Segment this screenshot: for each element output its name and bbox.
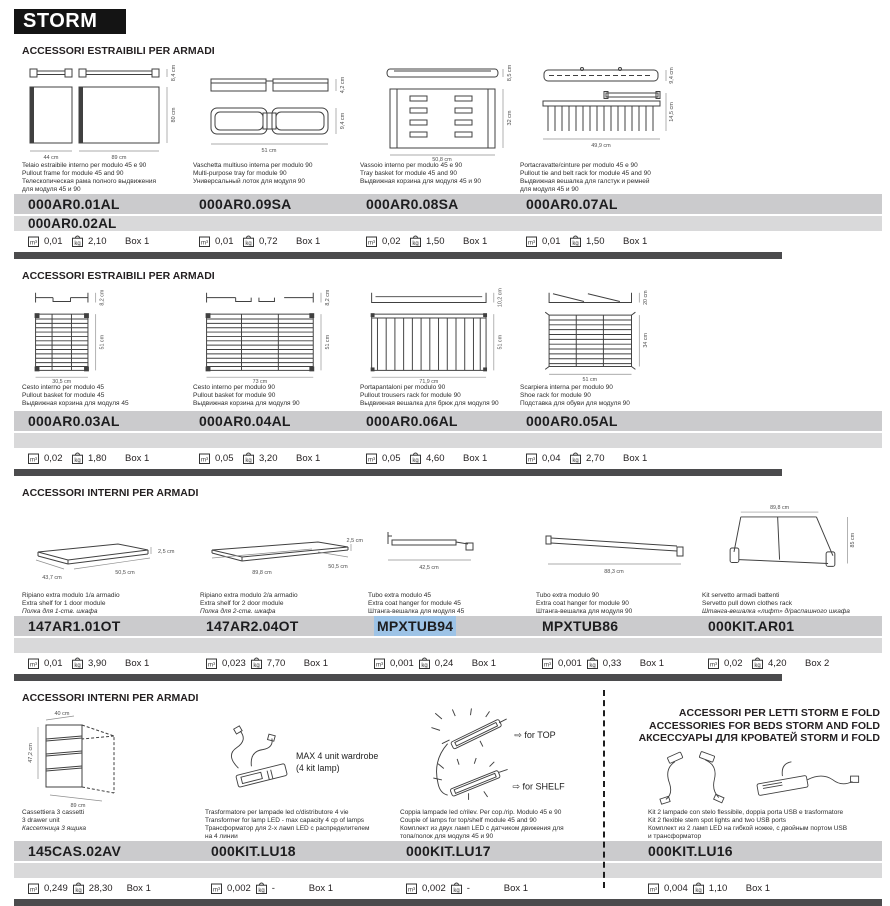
svg-text:8,5 cm: 8,5 cm xyxy=(507,64,513,82)
svg-text:m³: m³ xyxy=(30,240,37,246)
weight-icon xyxy=(243,452,254,464)
product-specs xyxy=(193,233,360,249)
weight-icon xyxy=(256,882,267,894)
volume-icon xyxy=(28,236,39,247)
product-card xyxy=(200,502,368,616)
volume-value: 0,02 xyxy=(382,235,401,247)
svg-text:kg: kg xyxy=(421,663,428,669)
volume-value: 0,004 xyxy=(664,882,688,894)
product-code: 000AR0.04AL xyxy=(199,413,291,429)
volume-value: 0,001 xyxy=(558,657,582,669)
product-description: Coppia lampade led c/rilev. Per cop./rip. Modulo 45 e 90 Couple of lamps for top/shelf module 45 and 90 Комплект из двух ламп LED с датчиком движения для топа/полок для модуля 45 и 90 xyxy=(400,809,564,840)
svg-text:80 cm: 80 cm xyxy=(171,107,177,123)
tie-belt-rack-drawing xyxy=(520,60,685,162)
svg-text:kg: kg xyxy=(258,888,265,894)
svg-text:m³: m³ xyxy=(650,887,657,893)
product-specs xyxy=(22,880,205,896)
product-card xyxy=(22,502,200,616)
product-description: Cesto interno per modulo 90 Pullout basket for module 90 Выдвижная корзина для модуля 90 xyxy=(193,384,300,407)
weight-value: 1,10 xyxy=(708,882,728,894)
section-title: ACCESSORI INTERNI PER ARMADI xyxy=(22,487,199,499)
product-card xyxy=(193,285,360,411)
volume-icon xyxy=(366,236,377,247)
svg-text:m³: m³ xyxy=(408,887,415,893)
svg-text:89 cm: 89 cm xyxy=(111,155,127,161)
product-description: Trasformatore per lampade led c/distributore 4 vie Transformer for lamp LED - max capacity 4 cp of lamps Трансформатор для 2-х ламп LED с распределителем на 4 линии xyxy=(205,809,370,840)
svg-text:4,2 cm: 4,2 cm xyxy=(340,76,346,94)
section-divider-bar xyxy=(14,469,782,476)
weight-value: 0,33 xyxy=(602,657,622,669)
box-count: Box 1 xyxy=(471,657,497,669)
svg-text:89 cm: 89 cm xyxy=(70,803,86,809)
volume-value: 0,05 xyxy=(215,452,234,464)
svg-text:kg: kg xyxy=(74,241,81,247)
volume-icon xyxy=(28,883,39,894)
volume-value: 0,01 xyxy=(542,235,561,247)
section-estraibili-1 xyxy=(0,45,890,259)
svg-text:kg: kg xyxy=(75,888,82,894)
svg-text:m³: m³ xyxy=(544,662,551,668)
svg-text:51 cm: 51 cm xyxy=(324,334,331,350)
volume-icon xyxy=(406,883,417,894)
technical-drawing xyxy=(520,285,890,384)
svg-text:kg: kg xyxy=(253,663,260,669)
svg-text:m³: m³ xyxy=(368,240,375,246)
product-code: 147AR1.01OT xyxy=(28,618,121,634)
weight-value: 7,70 xyxy=(266,657,286,669)
product-code: 000AR0.08SA xyxy=(366,196,459,212)
product-specs xyxy=(360,450,520,466)
code-band xyxy=(14,411,882,431)
product-description: Cassettiera 3 cassetti 3 drawer unit Кассетница 3 ящика xyxy=(22,809,87,832)
svg-text:47,2 cm: 47,2 cm xyxy=(28,743,34,763)
svg-text:73 cm: 73 cm xyxy=(252,378,268,384)
product-code: 000KIT.LU16 xyxy=(648,843,733,859)
weight-value: 2,10 xyxy=(88,235,107,247)
product-description: Kit servetto armadi battenti Servetto pull down clothes rack Штанга-вешалка «лифт» д/распашного шкафа xyxy=(702,592,850,615)
page-title: STORM xyxy=(14,9,126,34)
code-band-secondary xyxy=(14,638,882,653)
weight-icon xyxy=(73,882,84,894)
volume-value: 0,001 xyxy=(390,657,414,669)
volume-icon xyxy=(708,658,719,669)
section-title: ACCESSORI INTERNI PER ARMADI xyxy=(22,692,199,704)
product-description: Scarpiera interna per modulo 90 Shoe rack for module 90 Подставка для обуви для модуля 90 xyxy=(520,384,630,407)
weight-value: 1,50 xyxy=(586,235,605,247)
product-specs xyxy=(360,233,520,249)
product-card xyxy=(22,707,205,841)
svg-text:89,8 cm: 89,8 cm xyxy=(770,505,790,512)
technical-drawing xyxy=(520,60,890,162)
svg-text:8,4 cm: 8,4 cm xyxy=(171,64,177,82)
code-band-secondary xyxy=(14,863,882,878)
svg-text:85 cm: 85 cm xyxy=(850,532,857,548)
section-title: ACCESSORI ESTRAIBILI PER ARMADI xyxy=(22,45,215,57)
volume-value: 0,01 xyxy=(44,235,63,247)
product-card xyxy=(193,60,360,194)
usb-lamp-kit-drawing xyxy=(648,747,890,807)
svg-text:9,4 cm: 9,4 cm xyxy=(340,112,346,130)
page-bottom-bar xyxy=(14,899,882,906)
box-count: Box 1 xyxy=(623,235,648,247)
product-description: Ripiano extra modulo 1/a armadio Extra shelf for 1 door module Полка для 1-ств. шкафа xyxy=(22,592,120,615)
svg-text:kg: kg xyxy=(412,458,419,464)
product-code: 000AR0.01AL xyxy=(28,196,120,212)
svg-text:51 cm: 51 cm xyxy=(582,377,598,384)
box-count: Box 1 xyxy=(639,657,665,669)
product-code: 000AR0.03AL xyxy=(28,413,120,429)
volume-value: 0,04 xyxy=(542,452,561,464)
product-card xyxy=(22,285,193,411)
svg-text:30,5 cm: 30,5 cm xyxy=(52,378,72,384)
technical-drawing xyxy=(193,285,360,384)
svg-text:14,5 cm: 14,5 cm xyxy=(669,102,675,122)
weight-value: - xyxy=(466,882,470,894)
annotation-text: (4 kit lamp) xyxy=(296,763,340,773)
coat-hanger-45-drawing xyxy=(368,502,533,592)
svg-text:51 cm: 51 cm xyxy=(99,334,106,350)
volume-value: 0,002 xyxy=(422,882,446,894)
weight-value: 4,60 xyxy=(426,452,445,464)
box-count: Box 1 xyxy=(296,452,321,464)
product-card xyxy=(360,285,520,411)
product-code: 147AR2.04OT xyxy=(206,618,299,634)
svg-text:89,8 cm: 89,8 cm xyxy=(252,570,272,576)
volume-value: 0,01 xyxy=(44,657,63,669)
product-description: Portacravatte/cinture per modulo 45 e 90 Pullout tie and belt rack for module 45 and 90 Выдвижная вешалка для галстук и ремней для модуля 45 и 90 xyxy=(520,162,651,193)
product-specs xyxy=(205,880,400,896)
svg-text:m³: m³ xyxy=(30,887,37,893)
weight-value: 0,24 xyxy=(434,657,454,669)
svg-text:m³: m³ xyxy=(208,662,215,668)
technical-drawing xyxy=(360,285,520,384)
section-divider-bar xyxy=(14,674,782,681)
svg-text:71,9 cm: 71,9 cm xyxy=(419,378,439,384)
volume-icon xyxy=(648,883,659,894)
product-specs xyxy=(200,655,368,671)
extra-shelf-1-drawing xyxy=(22,502,187,592)
weight-icon xyxy=(570,235,581,247)
volume-value: 0,01 xyxy=(215,235,234,247)
technical-drawing xyxy=(702,502,890,592)
weight-value: 3,90 xyxy=(88,657,107,669)
weight-icon xyxy=(410,235,421,247)
product-card xyxy=(702,502,890,616)
volume-value: 0,249 xyxy=(44,882,68,894)
product-card xyxy=(360,60,520,194)
box-count: Box 1 xyxy=(125,235,150,247)
product-card xyxy=(22,60,193,194)
technical-drawing xyxy=(205,707,400,809)
volume-value: 0,002 xyxy=(227,882,251,894)
svg-text:51 cm: 51 cm xyxy=(497,334,504,350)
svg-text:kg: kg xyxy=(74,458,81,464)
product-card xyxy=(368,502,536,616)
weight-icon xyxy=(587,657,598,669)
svg-text:8,2 cm: 8,2 cm xyxy=(324,289,331,306)
svg-text:51 cm: 51 cm xyxy=(261,148,277,154)
multipurpose-tray-drawing xyxy=(193,60,358,162)
technical-drawing xyxy=(360,60,520,162)
product-code: MPXTUB86 xyxy=(542,618,619,634)
technical-drawing xyxy=(536,502,702,592)
technical-drawing xyxy=(22,60,193,162)
section-divider-dashed xyxy=(603,690,605,888)
coat-hanger-90-drawing xyxy=(536,502,701,592)
volume-icon xyxy=(206,658,217,669)
weight-icon xyxy=(72,452,83,464)
box-count: Box 1 xyxy=(296,235,321,247)
section-interni-2 xyxy=(0,692,890,906)
section-interni-1 xyxy=(0,487,890,681)
svg-text:m³: m³ xyxy=(201,240,208,246)
weight-icon xyxy=(451,882,462,894)
shoe-rack-drawing xyxy=(520,285,680,384)
product-description: Vaschetta multiuso interna per modulo 90 Multi-purpose tray for module 90 Универсальный лоток для модуля 90 xyxy=(193,162,313,185)
technical-drawing xyxy=(22,502,200,592)
technical-drawing xyxy=(22,707,205,809)
svg-text:m³: m³ xyxy=(368,457,375,463)
led-lamps-drawing xyxy=(400,707,600,809)
pullout-frame-drawing xyxy=(22,60,187,162)
volume-icon xyxy=(28,658,39,669)
weight-value: 2,70 xyxy=(586,452,605,464)
weight-icon xyxy=(72,235,83,247)
weight-icon xyxy=(251,657,262,669)
product-code: 000AR0.02AL xyxy=(28,216,117,231)
technical-drawing xyxy=(22,285,193,384)
product-specs xyxy=(702,655,890,671)
svg-text:kg: kg xyxy=(754,663,761,669)
box-count: Box 1 xyxy=(125,452,150,464)
catalog-page xyxy=(0,9,890,894)
volume-value: 0,023 xyxy=(222,657,246,669)
svg-text:10,2 cm: 10,2 cm xyxy=(497,288,504,308)
technical-drawing xyxy=(193,60,360,162)
weight-value: 1,80 xyxy=(88,452,107,464)
volume-icon xyxy=(366,453,377,464)
svg-text:m³: m³ xyxy=(710,662,717,668)
servetto-rack-drawing xyxy=(702,502,862,592)
svg-text:88,3 cm: 88,3 cm xyxy=(604,569,624,575)
volume-value: 0,05 xyxy=(382,452,401,464)
weight-value: 1,50 xyxy=(426,235,445,247)
annotation-text: ⇨ for TOP xyxy=(514,730,556,740)
product-description: Tubo extra modulo 45 Extra coat hanger for module 45 Штанга-вешалка для модуля 45 xyxy=(368,592,465,615)
svg-text:m³: m³ xyxy=(201,457,208,463)
weight-value: - xyxy=(271,882,275,894)
led-transformer-drawing xyxy=(205,707,400,809)
volume-icon xyxy=(199,453,210,464)
svg-text:kg: kg xyxy=(572,458,579,464)
svg-text:kg: kg xyxy=(572,241,579,247)
volume-icon xyxy=(28,453,39,464)
box-count: Box 1 xyxy=(463,235,488,247)
product-specs xyxy=(193,450,360,466)
beds-section-header: ACCESSORI PER LETTI STORM E FOLD ACCESSORIES FOR BEDS STORM AND FOLD АКСЕССУАРЫ ДЛЯ КРОВАТЕЙ STORM И FOLD xyxy=(638,707,880,744)
product-code: 000AR0.09SA xyxy=(199,196,292,212)
box-count: Box 1 xyxy=(463,452,488,464)
svg-text:50,8 cm: 50,8 cm xyxy=(432,157,452,162)
product-specs xyxy=(520,450,890,466)
svg-text:m³: m³ xyxy=(30,662,37,668)
box-count: Box 2 xyxy=(805,657,830,669)
weight-value: 0,72 xyxy=(259,235,278,247)
product-specs xyxy=(400,880,603,896)
basket-45-drawing xyxy=(22,285,182,384)
product-code: 000KIT.LU18 xyxy=(211,843,296,859)
product-specs xyxy=(22,233,193,249)
product-code: 000AR0.05AL xyxy=(526,413,618,429)
product-code: 000KIT.AR01 xyxy=(708,618,795,634)
trousers-rack-drawing xyxy=(360,285,520,384)
tray-basket-drawing xyxy=(360,60,525,162)
box-count: Box 1 xyxy=(308,882,334,894)
product-specs xyxy=(22,450,193,466)
product-specs xyxy=(368,655,536,671)
extra-shelf-2-drawing xyxy=(200,502,365,592)
svg-text:43,7 cm: 43,7 cm xyxy=(42,575,62,581)
svg-text:kg: kg xyxy=(695,888,702,894)
box-count: Box 1 xyxy=(503,882,529,894)
product-code: 000AR0.07AL xyxy=(526,196,618,212)
product-code: 145CAS.02AV xyxy=(28,843,121,859)
product-specs xyxy=(536,655,702,671)
svg-text:40 cm: 40 cm xyxy=(54,711,70,717)
product-description: Vassoio interno per modulo 45 e 90 Tray basket for module 45 and 90 Выдвижная корзина для модуля 45 и 90 xyxy=(360,162,482,185)
product-card xyxy=(400,707,603,841)
svg-text:34 cm: 34 cm xyxy=(643,333,650,348)
volume-icon xyxy=(526,453,537,464)
product-description: Portapantaloni per modulo 90 Pullout trousers rack for module 90 Выдвижная вешалка для брюк для модуля 90 xyxy=(360,384,499,407)
svg-text:kg: kg xyxy=(589,663,596,669)
product-description: Kit 2 lampade con stelo flessibile, doppia porta USB e trasformatore Kit 2 flexible stem spot lights and two USB ports Комплект из 2 ламп LED на гибкой ножке, с двойным портом USB и трансформатор xyxy=(648,809,848,840)
svg-text:m³: m³ xyxy=(528,240,535,246)
svg-text:kg: kg xyxy=(453,888,460,894)
code-band-secondary xyxy=(14,216,882,231)
technical-drawing xyxy=(200,502,368,592)
svg-text:44 cm: 44 cm xyxy=(43,155,59,161)
volume-icon xyxy=(526,236,537,247)
product-specs xyxy=(603,880,890,896)
weight-icon xyxy=(72,657,83,669)
annotation-text: ⇨ for SHELF xyxy=(512,781,565,792)
svg-text:9,4 cm: 9,4 cm xyxy=(669,67,675,84)
product-card xyxy=(520,60,890,194)
volume-icon xyxy=(199,236,210,247)
technical-drawing xyxy=(400,707,603,809)
svg-text:49,9 cm: 49,9 cm xyxy=(591,143,611,149)
svg-text:kg: kg xyxy=(245,458,252,464)
svg-text:m³: m³ xyxy=(528,457,535,463)
product-description: Cesto interno per modulo 45 Pullout basket for module 45 Выдвижная корзина для модуля 45 xyxy=(22,384,129,407)
box-count: Box 1 xyxy=(126,882,151,894)
technical-drawing xyxy=(603,747,890,807)
section-divider-bar xyxy=(14,252,782,259)
code-band xyxy=(14,194,882,214)
product-specs xyxy=(22,655,200,671)
product-code: 000KIT.LU17 xyxy=(406,843,491,859)
volume-value: 0,02 xyxy=(724,657,743,669)
product-card xyxy=(205,707,400,841)
code-band xyxy=(14,616,882,636)
section-title: ACCESSORI ESTRAIBILI PER ARMADI xyxy=(22,270,215,282)
svg-text:kg: kg xyxy=(412,241,419,247)
svg-text:42,5 cm: 42,5 cm xyxy=(419,565,439,571)
product-description: Tubo extra modulo 90 Extra coat hanger for module 90 Штанга-вешалка для модуля 90 xyxy=(536,592,633,615)
weight-icon xyxy=(243,235,254,247)
beds-accessories-panel xyxy=(603,707,890,841)
basket-90-drawing xyxy=(193,285,353,384)
svg-text:50,5 cm: 50,5 cm xyxy=(115,570,135,576)
volume-value: 0,02 xyxy=(44,452,63,464)
weight-value: 3,20 xyxy=(259,452,278,464)
svg-text:32 cm: 32 cm xyxy=(507,110,513,126)
code-band xyxy=(14,841,882,861)
weight-icon xyxy=(419,657,430,669)
weight-icon xyxy=(570,452,581,464)
technical-drawing xyxy=(368,502,536,592)
svg-text:20 cm: 20 cm xyxy=(643,290,650,305)
weight-value: 4,20 xyxy=(768,657,787,669)
box-count: Box 1 xyxy=(125,657,150,669)
weight-icon xyxy=(693,882,704,894)
weight-icon xyxy=(410,452,421,464)
svg-text:2,5 cm: 2,5 cm xyxy=(346,538,363,544)
product-description: Ripiano extra modulo 2/a armadio Extra shelf for 2 door module Полка для 2-ств. шкафа xyxy=(200,592,298,615)
box-count: Box 1 xyxy=(623,452,648,464)
svg-text:m³: m³ xyxy=(213,887,220,893)
volume-icon xyxy=(374,658,385,669)
product-code-selected[interactable]: MPXTUB94 xyxy=(368,616,536,636)
box-count: Box 1 xyxy=(745,882,771,894)
product-card xyxy=(520,285,890,411)
svg-text:8,2 cm: 8,2 cm xyxy=(99,289,106,306)
drawer-unit-drawing xyxy=(22,707,187,809)
svg-text:m³: m³ xyxy=(30,457,37,463)
product-card xyxy=(536,502,702,616)
code-band-secondary xyxy=(14,433,882,448)
annotation-text: MAX 4 unit wardrobe xyxy=(296,750,379,761)
volume-icon xyxy=(542,658,553,669)
product-specs xyxy=(520,233,890,249)
svg-text:2,5 cm: 2,5 cm xyxy=(158,549,175,555)
weight-icon xyxy=(752,657,763,669)
volume-icon xyxy=(211,883,222,894)
svg-text:kg: kg xyxy=(245,241,252,247)
svg-text:kg: kg xyxy=(74,663,81,669)
product-code: 000AR0.06AL xyxy=(366,413,458,429)
svg-text:m³: m³ xyxy=(376,662,383,668)
product-description: Telaio estraibile interno per modulo 45 e 90 Pullout frame for module 45 and 90 Телескопическая рама полного выдвижения для модуля 45 и 90 xyxy=(22,162,156,193)
box-count: Box 1 xyxy=(303,657,329,669)
svg-text:50,5 cm: 50,5 cm xyxy=(328,564,348,570)
weight-value: 28,30 xyxy=(88,882,113,894)
section-estraibili-2 xyxy=(0,270,890,476)
